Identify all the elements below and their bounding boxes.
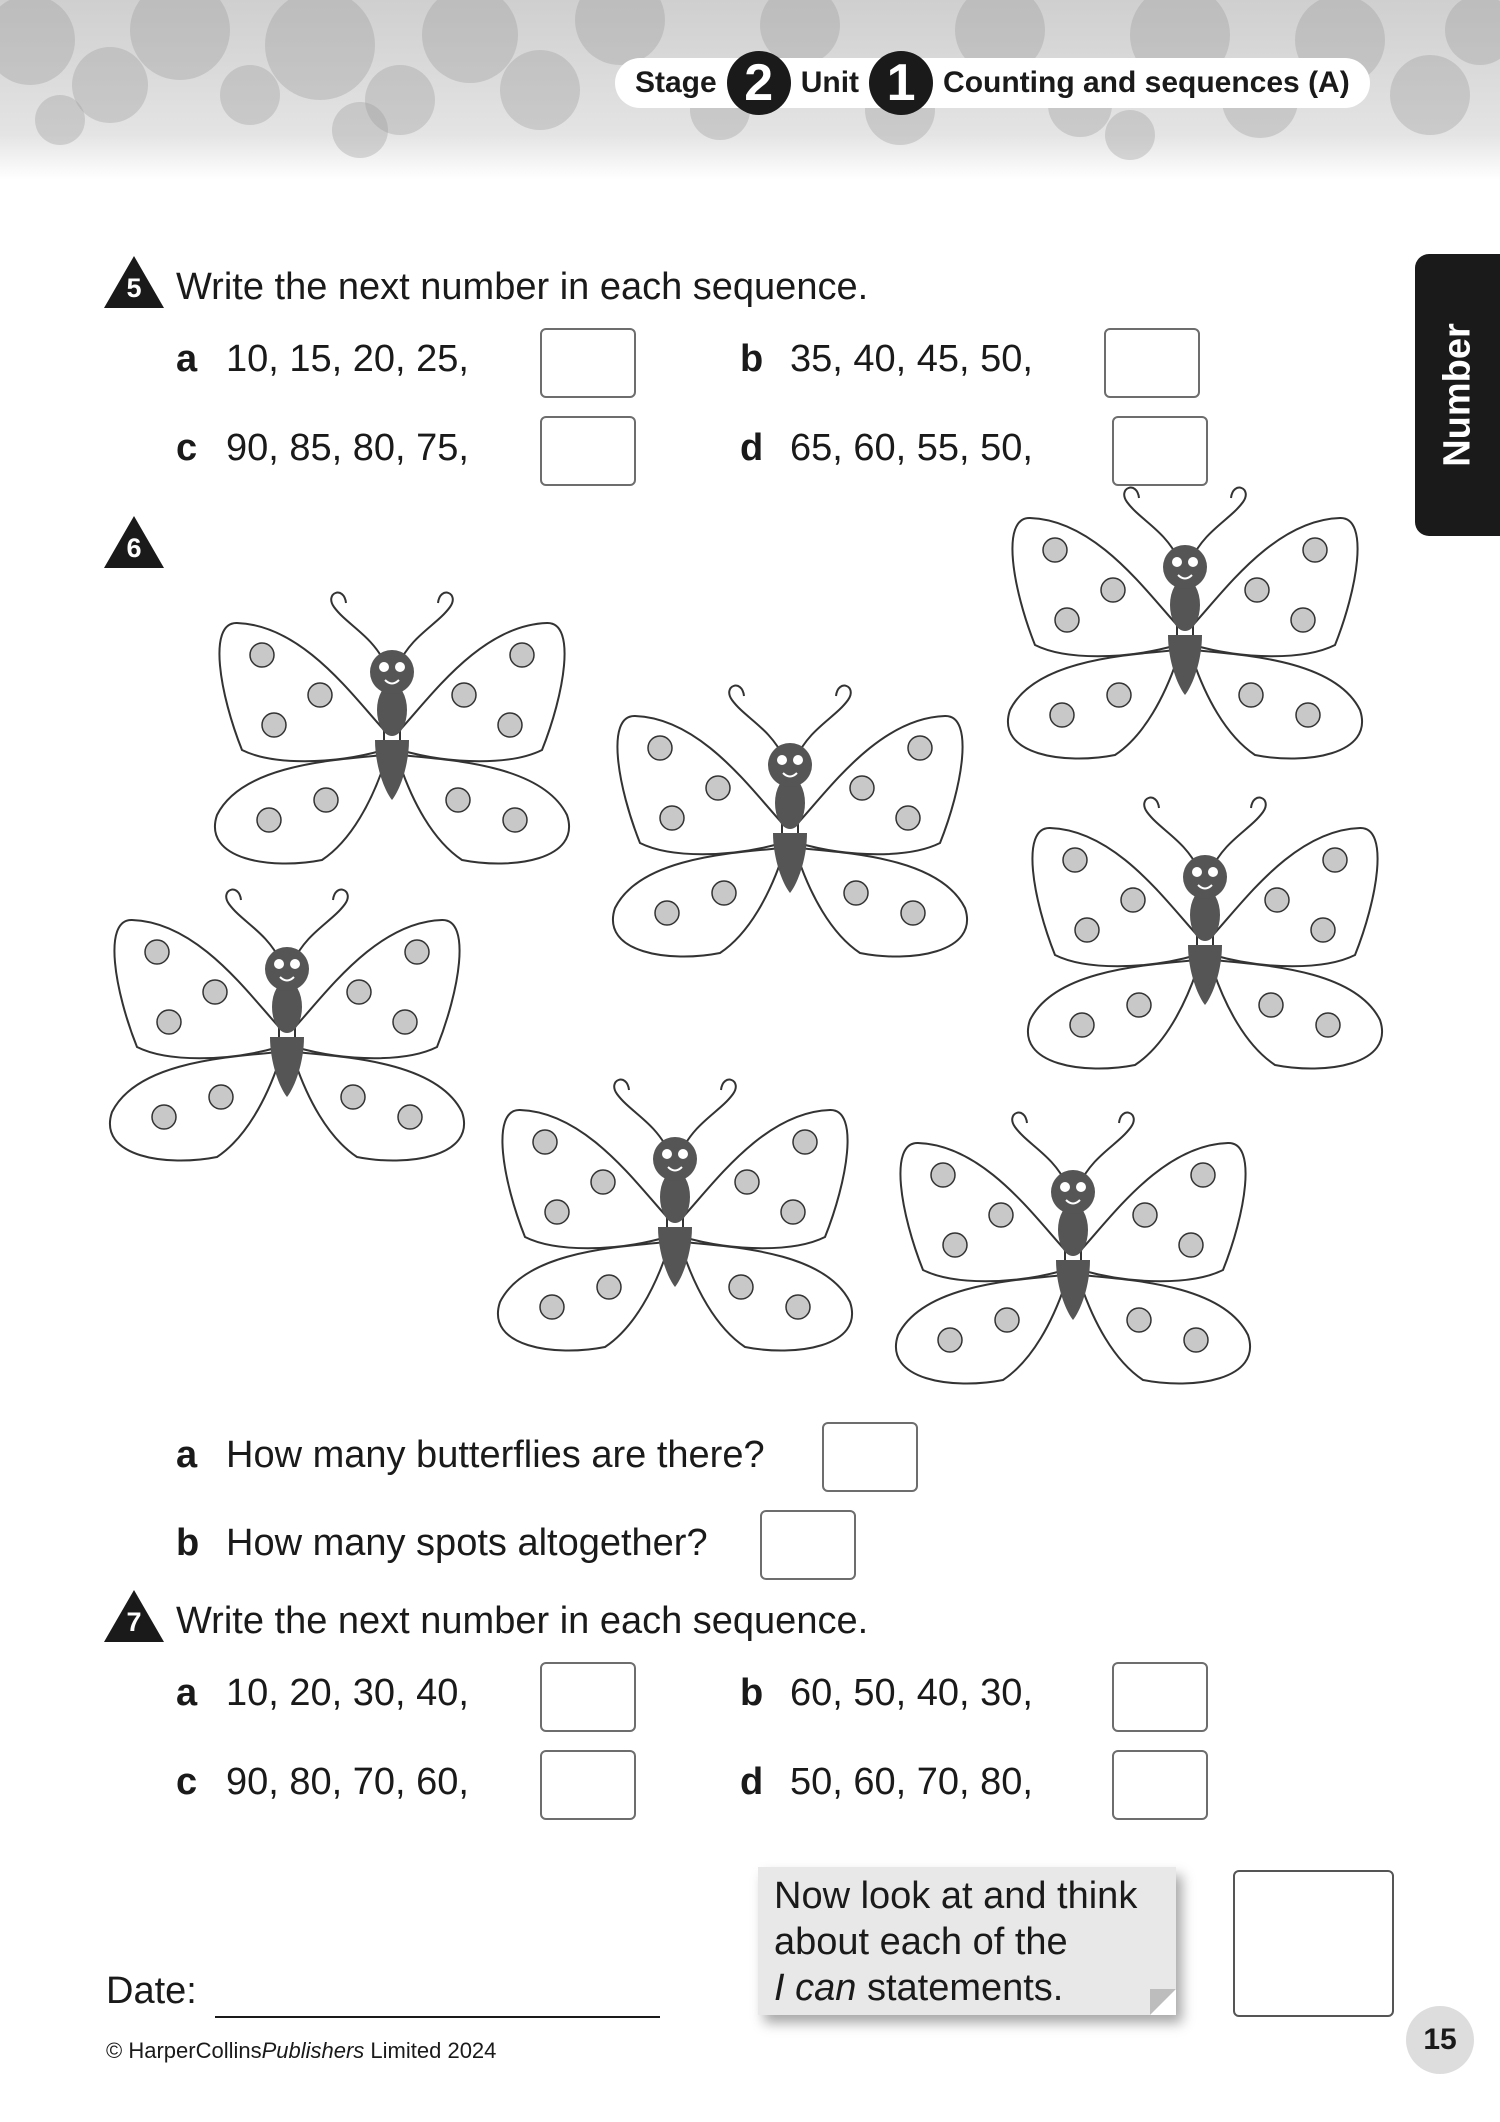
upper-left-wing [114,920,279,1058]
antenna [293,890,348,962]
antenna [729,686,784,758]
wing-spot [793,1130,817,1154]
butterfly-tail [270,1037,304,1097]
sequence-text: 10, 20, 30, 40, [226,1672,469,1714]
item-letter: d [740,427,764,469]
butterfly-smile [1178,575,1192,579]
wing-spot [308,683,332,707]
butterfly-head [1163,545,1207,589]
q7-item-c [176,1761,469,1804]
butterfly-eye [1060,1182,1070,1192]
lower-right-wing [798,848,967,957]
wing-spot [262,713,286,737]
sequence-text: 60, 50, 40, 30, [790,1672,1033,1714]
antenna [1211,798,1266,870]
upper-left-wing [617,716,782,854]
sequence-text: 10, 15, 20, 25, [226,338,469,380]
sequence-text: 90, 80, 70, 60, [226,1761,469,1803]
q5b-answer-box[interactable] [1104,328,1200,398]
item-letter: c [176,427,198,469]
sequence-text: 90, 85, 80, 75, [226,427,469,469]
wing-spot [1070,1013,1094,1037]
antenna [226,890,281,962]
antenna [331,593,386,665]
wing-spot [1265,888,1289,912]
antenna [681,1080,736,1152]
butterfly-smile [280,977,294,981]
wing-spot [655,901,679,925]
q7b-answer-box[interactable] [1112,1662,1208,1732]
butterfly-head [1183,855,1227,899]
wing-spot [1259,993,1283,1017]
unit-number-badge: 1 [869,51,933,115]
note-line-1: Now look at and think [774,1875,1138,1917]
copyright-prefix: © HarperCollins [106,2038,262,2063]
butterfly-eye [1076,1182,1086,1192]
butterfly-tail [1168,635,1202,695]
butterfly-body [1170,579,1200,631]
sequence-text: 35, 40, 45, 50, [790,338,1033,380]
q5d-answer-box[interactable] [1112,416,1208,486]
lower-left-wing [1008,650,1177,759]
wing-spot [1184,1328,1208,1352]
wing-spot [706,776,730,800]
q5-item-d [740,427,1033,470]
unit-label: Unit [800,66,860,99]
butterfly-eye [1172,557,1182,567]
q7-item-d [740,1761,1033,1804]
wing-spot [1291,608,1315,632]
wing-spot [931,1163,955,1187]
wing-spot [938,1328,962,1352]
butterfly [1028,798,1382,1069]
butterfly-body [1190,889,1220,941]
q5-item-b [740,338,1033,381]
butterfly-smile [385,680,399,684]
lower-left-wing [896,1275,1065,1384]
upper-right-wing [1081,1143,1246,1281]
wing-spot [844,881,868,905]
unit-title: Counting and sequences (A) [943,66,1350,99]
section-side-tab [1415,254,1500,536]
upper-left-wing [900,1143,1065,1281]
butterfly-eye [777,755,787,765]
q6-item-a [176,1434,765,1477]
wing-spot [1303,538,1327,562]
butterfly-eye [1208,867,1218,877]
upper-right-wing [683,1110,848,1248]
antenna [1124,488,1179,560]
butterfly-eye [395,662,405,672]
wing-spot [1296,703,1320,727]
section-label: Number [1436,323,1478,467]
lower-right-wing [295,1052,464,1161]
butterfly-body [1058,1204,1088,1256]
wing-spot [1133,1203,1157,1227]
wing-spot [314,788,338,812]
wing-spot [712,881,736,905]
wing-spot [503,808,527,832]
item-letter: a [176,338,198,380]
q6b-answer-box[interactable] [760,1510,856,1580]
butterfly [215,593,569,864]
wing-spot [597,1275,621,1299]
butterfly-head [370,650,414,694]
item-letter: b [176,1522,200,1564]
q7d-answer-box[interactable] [1112,1750,1208,1820]
wing-spot [498,713,522,737]
upper-right-wing [1193,518,1358,656]
stage-number-badge: 2 [727,51,791,115]
stage-label: Stage [635,66,717,99]
antenna [1012,1113,1067,1185]
question-6-marker [104,516,164,568]
butterfly-head [1051,1170,1095,1214]
question-text: How many spots altogether? [226,1522,708,1564]
wing-spot [145,940,169,964]
q5-item-a [176,338,469,381]
wing-spot [452,683,476,707]
wing-spot [393,1010,417,1034]
butterfly-tail [773,833,807,893]
butterfly-eye [662,1149,672,1159]
antenna [1079,1113,1134,1185]
antenna [796,686,851,758]
note-corner-fold [1150,1989,1176,2015]
butterfly-eye [1192,867,1202,877]
note-line-2: about each of the [774,1921,1068,1963]
upper-left-wing [219,623,384,761]
butterfly-eye [274,959,284,969]
lower-left-wing [1028,960,1197,1069]
upper-left-wing [1012,518,1177,656]
wing-spot [1050,703,1074,727]
wing-spot [786,1295,810,1319]
butterfly-body [377,684,407,736]
butterfly-eye [1188,557,1198,567]
note-line-3-rest: statements. [856,1967,1064,2009]
wing-spot [540,1295,564,1319]
item-letter: c [176,1761,198,1803]
lower-right-wing [1193,650,1362,759]
q7-instruction: Write the next number in each sequence. [176,1600,869,1642]
antenna [1144,798,1199,870]
q5-instruction: Write the next number in each sequence. [176,266,869,308]
q6a-answer-box[interactable] [822,1422,918,1492]
wing-spot [1245,578,1269,602]
copyright-suffix: Limited 2024 [364,2038,497,2063]
antenna [614,1080,669,1152]
note-line-3 [774,1965,1137,2011]
wing-spot [209,1085,233,1109]
butterfly-smile [1198,885,1212,889]
item-letter: a [176,1672,198,1714]
lower-right-wing [1213,960,1382,1069]
butterfly-body [272,981,302,1033]
wing-spot [545,1200,569,1224]
q7-item-a [176,1672,469,1715]
butterfly [498,1080,852,1351]
butterfly-head [653,1137,697,1181]
lower-left-wing [110,1052,279,1161]
page-number: 15 [1406,2006,1474,2074]
butterfly-eye [290,959,300,969]
wing-spot [1101,578,1125,602]
wing-spot [533,1130,557,1154]
lower-right-wing [400,755,569,864]
copyright-notice [106,2038,496,2064]
upper-right-wing [295,920,460,1058]
item-letter: b [740,1672,764,1714]
q5a-answer-box[interactable] [540,328,636,398]
butterfly [110,890,464,1161]
wing-spot [1107,683,1131,707]
butterfly-body [775,777,805,829]
q5c-answer-box[interactable] [540,416,636,486]
q5-item-c [176,427,469,470]
question-text: How many butterflies are there? [226,1434,765,1476]
butterfly-body [660,1171,690,1223]
wing-spot [152,1105,176,1129]
butterfly-tail [658,1227,692,1287]
butterfly [613,686,967,957]
self-assessment-note [758,1867,1176,2015]
butterfly-tail [1188,945,1222,1005]
unit-header-pill [615,54,1370,112]
upper-right-wing [1213,828,1378,966]
self-assessment-box[interactable] [1233,1870,1394,2017]
wing-spot [1316,1013,1340,1037]
butterfly-smile [668,1167,682,1171]
wing-spot [1043,538,1067,562]
note-i-can: I can [774,1967,857,2009]
copyright-publishers: Publishers [261,2038,365,2063]
question-7-marker [104,1590,164,1642]
wing-spot [405,940,429,964]
lower-left-wing [613,848,782,957]
wing-spot [1179,1233,1203,1257]
sequence-text: 65, 60, 55, 50, [790,427,1033,469]
wing-spot [989,1203,1013,1227]
wing-spot [257,808,281,832]
upper-left-wing [502,1110,667,1248]
question-number: 6 [126,533,142,563]
q7a-answer-box[interactable] [540,1662,636,1732]
wing-spot [1127,993,1151,1017]
wing-spot [398,1105,422,1129]
antenna [398,593,453,665]
q6-item-b [176,1522,708,1565]
antenna [1191,488,1246,560]
wing-spot [896,806,920,830]
upper-left-wing [1032,828,1197,966]
wing-spot [1063,848,1087,872]
butterfly-tail [1056,1260,1090,1320]
wing-spot [943,1233,967,1257]
wing-spot [446,788,470,812]
upper-right-wing [798,716,963,854]
q7c-answer-box[interactable] [540,1750,636,1820]
date-write-line[interactable] [215,2016,660,2018]
butterfly-tail [375,740,409,800]
date-label: Date: [106,1970,197,2012]
wing-spot [729,1275,753,1299]
wing-spot [1239,683,1263,707]
wing-spot [850,776,874,800]
wing-spot [1191,1163,1215,1187]
wing-spot [250,643,274,667]
question-5-marker [104,256,164,308]
question-number: 5 [126,273,142,303]
wing-spot [1075,918,1099,942]
butterfly-head [768,743,812,787]
wing-spot [995,1308,1019,1332]
wing-spot [1323,848,1347,872]
wing-spot [157,1010,181,1034]
wing-spot [341,1085,365,1109]
butterfly-smile [1066,1200,1080,1204]
lower-left-wing [215,755,384,864]
butterfly [1008,488,1362,759]
wing-spot [908,736,932,760]
wing-spot [203,980,227,1004]
lower-right-wing [683,1242,852,1351]
sequence-text: 50, 60, 70, 80, [790,1761,1033,1803]
wing-spot [510,643,534,667]
wing-spot [781,1200,805,1224]
wing-spot [735,1170,759,1194]
butterfly-head [265,947,309,991]
wing-spot [901,901,925,925]
wing-spot [1055,608,1079,632]
item-letter: d [740,1761,764,1803]
lower-right-wing [1081,1275,1250,1384]
item-letter: a [176,1434,198,1476]
butterfly-eye [793,755,803,765]
wing-spot [660,806,684,830]
item-letter: b [740,338,764,380]
butterfly-smile [783,773,797,777]
wing-spot [1127,1308,1151,1332]
wing-spot [347,980,371,1004]
wing-spot [1121,888,1145,912]
lower-left-wing [498,1242,667,1351]
question-number: 7 [126,1607,142,1637]
wing-spot [648,736,672,760]
butterfly-eye [379,662,389,672]
wing-spot [591,1170,615,1194]
butterfly-eye [678,1149,688,1159]
butterfly [896,1113,1250,1384]
wing-spot [1311,918,1335,942]
upper-right-wing [400,623,565,761]
q7-item-b [740,1672,1033,1715]
